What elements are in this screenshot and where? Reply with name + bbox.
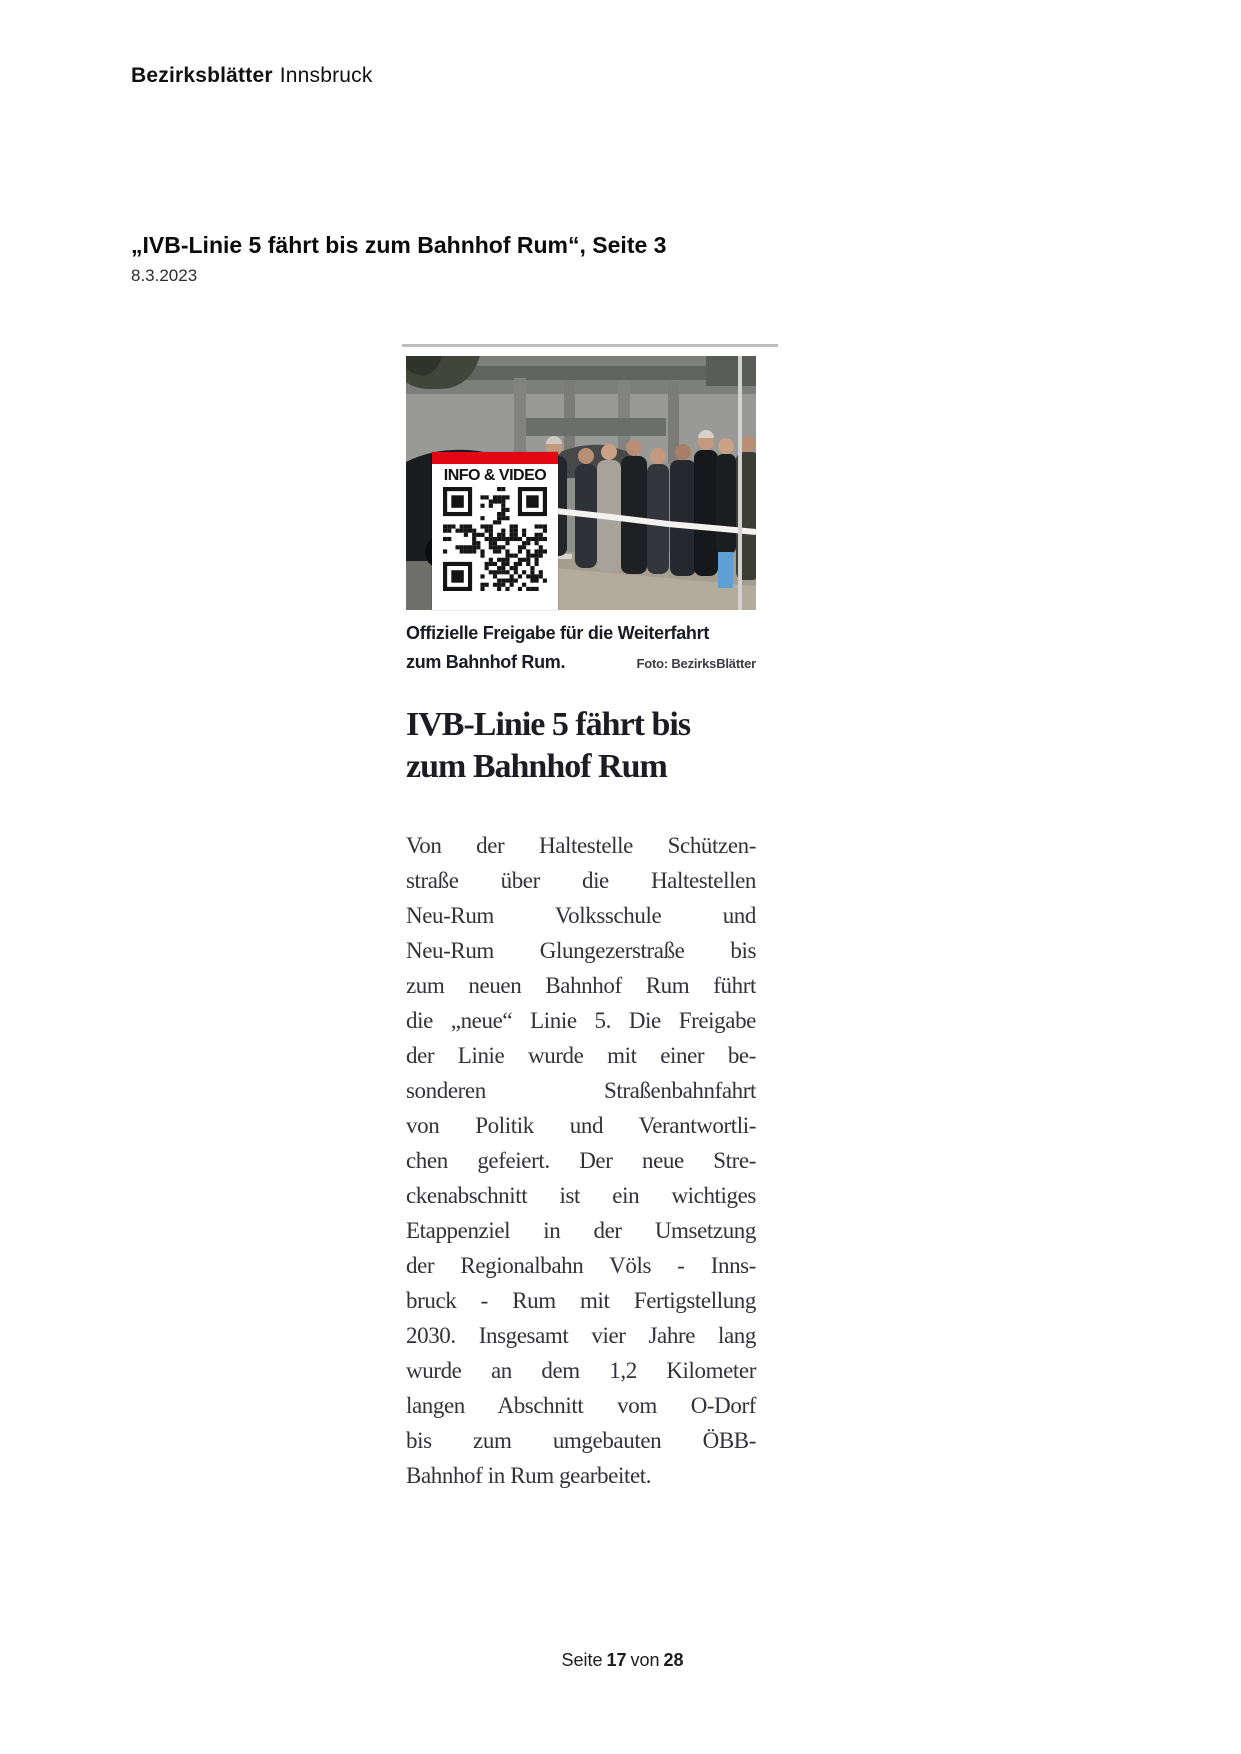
body-line: der Linie wurde mit einer be- bbox=[406, 1043, 756, 1068]
footer-page-number: 17 bbox=[606, 1650, 627, 1670]
body-line: der Regionalbahn Völs - Inns- bbox=[406, 1253, 756, 1278]
body-line: 2030. Insgesamt vier Jahre lang bbox=[406, 1323, 756, 1348]
clipping-top-rule bbox=[402, 344, 778, 347]
newspaper-clipping bbox=[406, 344, 756, 1493]
publication-edition: Innsbruck bbox=[279, 64, 373, 87]
info-video-label: INFO & VIDEO bbox=[443, 467, 547, 484]
body-line: von Politik und Verantwortli- bbox=[406, 1113, 756, 1138]
body-line: bruck - Rum mit Fertigstellung bbox=[406, 1288, 756, 1313]
body-line: sonderen Straßenbahnfahrt bbox=[406, 1078, 756, 1103]
footer-page-label: Seite bbox=[561, 1650, 603, 1670]
body-line: langen Abschnitt vom O-Dorf bbox=[406, 1393, 756, 1418]
body-line: straße über die Haltestellen bbox=[406, 868, 756, 893]
body-line: zum neuen Bahnhof Rum führt bbox=[406, 973, 756, 998]
body-line: bis zum umgebauten ÖBB- bbox=[406, 1428, 756, 1453]
body-line: wurde an dem 1,2 Kilometer bbox=[406, 1358, 756, 1383]
red-bar bbox=[432, 452, 558, 464]
headline-line1: IVB-Linie 5 fährt bis bbox=[406, 706, 691, 743]
headline-line2: zum Bahnhof Rum bbox=[406, 748, 667, 785]
article-headline bbox=[406, 704, 756, 788]
body-line: Etappenziel in der Umsetzung bbox=[406, 1218, 756, 1243]
body-line: Bahnhof in Rum gearbeitet. bbox=[406, 1463, 652, 1488]
body-line: chen gefeiert. Der neue Stre- bbox=[406, 1148, 756, 1173]
page-footer bbox=[0, 1650, 1241, 1671]
qr-code-icon bbox=[443, 487, 547, 591]
photo-caption bbox=[406, 619, 756, 678]
document-date: 8.3.2023 bbox=[131, 266, 198, 285]
caption-line1: Offizielle Freigabe für die Weiterfahrt bbox=[406, 623, 710, 643]
caption-line2: zum Bahnhof Rum. bbox=[406, 652, 566, 672]
body-line: Von der Haltestelle Schützen- bbox=[406, 833, 756, 858]
document-title: „IVB-Linie 5 fährt bis zum Bahnhof Rum“, Seite 3 bbox=[131, 232, 667, 258]
info-video-panel bbox=[432, 452, 558, 610]
body-line: Neu-Rum Volksschule und bbox=[406, 903, 756, 928]
photo-credit: Foto: BezirksBlätter bbox=[636, 656, 756, 671]
body-line: Neu-Rum Glungezerstraße bis bbox=[406, 938, 756, 963]
body-line: die „neue“ Linie 5. Die Freigabe bbox=[406, 1008, 756, 1033]
footer-of-label: von bbox=[630, 1650, 660, 1670]
article-body bbox=[406, 828, 756, 1493]
body-line: ckenabschnitt ist ein wichtiges bbox=[406, 1183, 756, 1208]
publication-name: Bezirksblätter bbox=[131, 64, 273, 87]
ribbon-cutting-photo bbox=[406, 356, 756, 610]
footer-page-total: 28 bbox=[663, 1650, 684, 1670]
publication-header bbox=[131, 64, 373, 88]
